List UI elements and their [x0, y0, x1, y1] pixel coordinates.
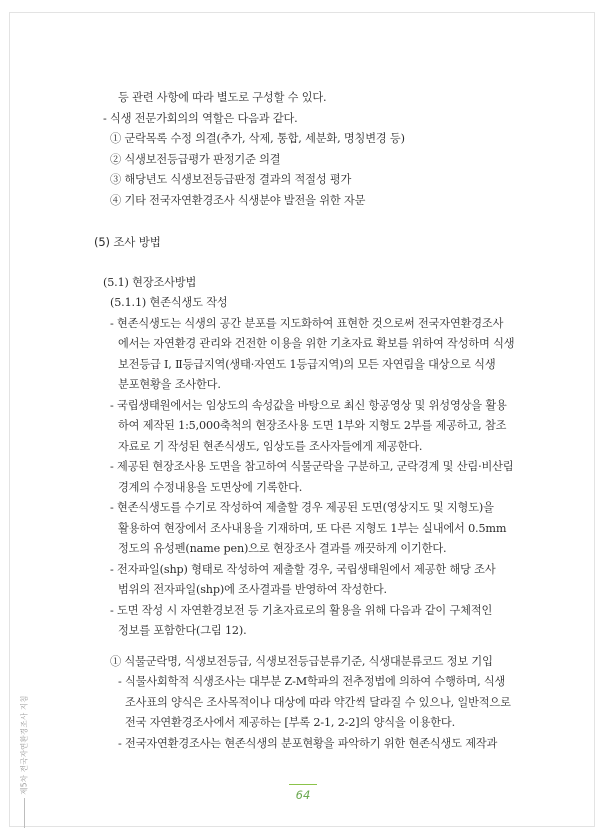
page-number: 64 [295, 788, 311, 802]
text-line: 전국 자연환경조사에서 제공하는 [부록 2-1, 2-2]의 양식을 이용한다. [125, 716, 455, 729]
list-item: ① 군락목록 수정 의결(추가, 삭제, 통합, 세분화, 명칭변경 등) [110, 132, 405, 145]
text-line: 에서는 자연환경 관리와 건전한 이용을 위한 기초자료 확보를 위하여 작성하며 식생 [118, 337, 515, 350]
list-item: ④ 기타 전국자연환경조사 식생분야 발전을 위한 자문 [110, 194, 366, 207]
text-line: - 전자파일(shp) 형태로 작성하여 제출할 경우, 국립생태원에서 제공한 해당 조사 [110, 563, 496, 576]
text-line: 보전등급 Ⅰ, Ⅱ등급지역(생태·자연도 1등급지역)의 모든 자연림을 대상으로 식생 [118, 358, 496, 371]
list-item: ③ 해당년도 식생보전등급판정 결과의 적절성 평가 [110, 173, 352, 186]
section-heading: (5) 조사 방법 [94, 235, 161, 249]
text-line: - 국립생태원에서는 임상도의 속성값을 바탕으로 최신 항공영상 및 위성영상을 활용 [110, 399, 507, 412]
text-line: 자료로 기 작성된 현존식생도, 임상도를 조사자들에게 제공한다. [118, 440, 423, 453]
text-line: - 제공된 현장조사용 도면을 참고하여 식물군락을 구분하고, 군락경계 및 산림·비산림 [110, 460, 514, 473]
text-line: - 현존식생도를 수기로 작성하여 제출할 경우 제공된 도면(영상지도 및 지형도)을 [110, 501, 494, 514]
subsection-heading: (5.1) 현장조사방법 [103, 276, 197, 289]
text-line: 분포현황을 조사한다. [118, 378, 221, 391]
text-line: - 전국자연환경조사는 현존식생의 분포현황을 파악하기 위한 현존식생도 제작과 [118, 737, 498, 750]
list-item: ① 식물군락명, 식생보전등급, 식생보전등급분류기준, 식생대분류코드 정보 기입 [110, 655, 493, 668]
subsection-heading: (5.1.1) 현존식생도 작성 [110, 296, 228, 309]
text-line: 정보를 포함한다(그림 12). [118, 624, 247, 637]
text-line: - 도면 작성 시 자연환경보전 등 기초자료로의 활용을 위해 다음과 같이 구체적인 [110, 604, 493, 617]
side-divider [24, 798, 25, 828]
text-line: 조사표의 양식은 조사목적이나 대상에 따라 약간씩 달라질 수 있으나, 일반적으로 [125, 696, 511, 709]
text-line: 등 관련 사항에 따라 별도로 구성할 수 있다. [118, 91, 327, 104]
text-line: 하여 제작된 1:5,000축척의 현장조사용 도면 1부와 지형도 2부를 제공하고, 참조 [118, 419, 507, 432]
side-running-title: 제5차 전국자연환경조사 지침 [19, 695, 29, 795]
list-item: ② 식생보전등급평가 판정기준 의결 [110, 153, 281, 166]
text-line: - 현존식생도는 식생의 공간 분포를 지도화하여 표현한 것으로써 전국자연환경조사 [110, 317, 504, 330]
text-line: 경계의 수정내용을 도면상에 기록한다. [118, 481, 303, 494]
page-number-rule [289, 784, 317, 785]
text-line: - 식생 전문가회의의 역할은 다음과 같다. [103, 112, 298, 125]
text-line: 범위의 전자파일(shp)에 조사결과를 반영하여 작성한다. [118, 583, 387, 596]
text-line: - 식물사회학적 식생조사는 대부분 Z-M학파의 전추정법에 의하여 수행하며, 식생 [118, 675, 506, 688]
text-line: 활용하여 현장에서 조사내용을 기재하며, 또 다른 지형도 1부는 실내에서 0.5mm [118, 522, 507, 535]
text-line: 정도의 유성펜(name pen)으로 현장조사 결과를 깨끗하게 이기한다. [118, 542, 447, 555]
